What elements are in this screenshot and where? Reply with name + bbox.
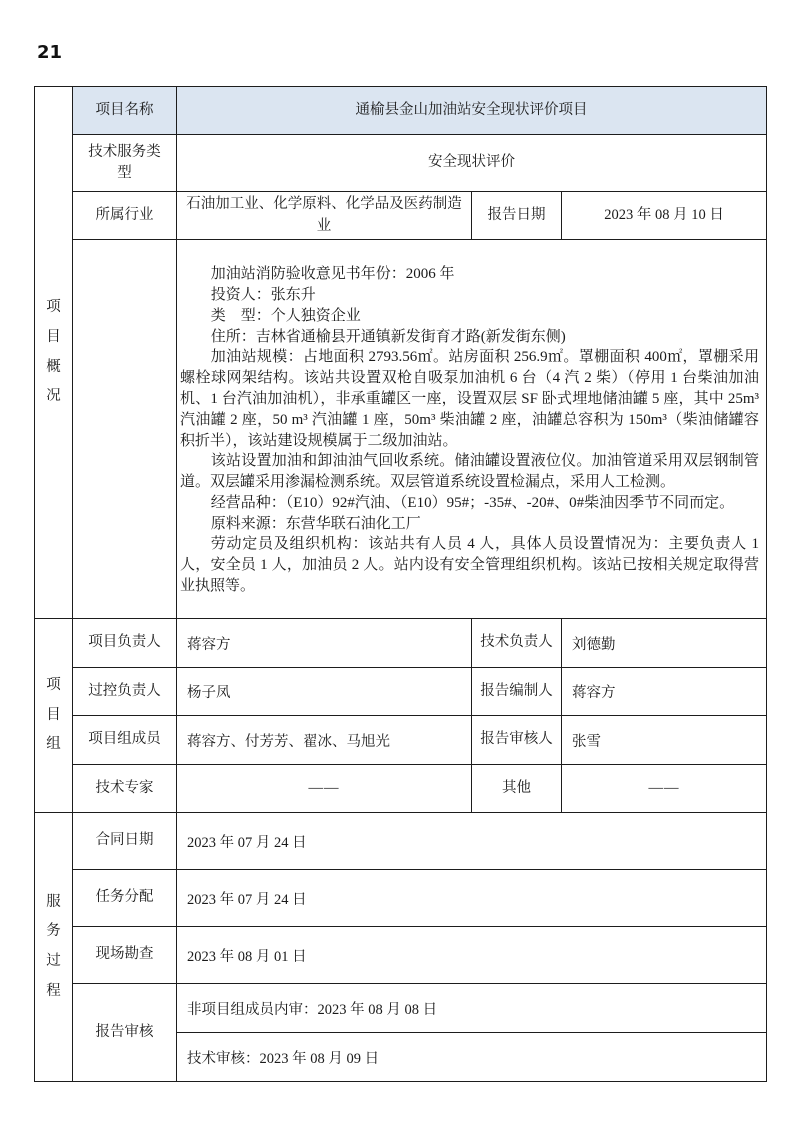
process-stage-label: 合同日期: [73, 813, 177, 870]
table-row: [35, 668, 767, 716]
process-stage-label: 任务分配: [73, 870, 177, 927]
table-row: [35, 87, 767, 135]
team-member-value: 刘德勤: [562, 619, 767, 668]
review-stage-label: 报告审核: [73, 984, 177, 1082]
table-row: [35, 240, 767, 619]
table-row: [35, 984, 767, 1082]
team-member-value: ——: [177, 765, 472, 813]
overview-label-spacer: [73, 240, 177, 619]
table-row: [35, 927, 767, 984]
process-date-value: 2023 年 07 月 24 日: [177, 813, 767, 870]
table-row: [35, 192, 767, 240]
table-row: [35, 619, 767, 668]
team-member-value: 蒋容方: [177, 619, 472, 668]
team-role-label: 其他: [472, 765, 562, 813]
team-member-value: 蒋容方、付芳芳、翟冰、马旭光: [177, 716, 472, 765]
team-role-label: 项目组成员: [73, 716, 177, 765]
review-technical-audit: 技术审核：2023 年 08 月 09 日: [187, 1050, 380, 1067]
team-role-label: 项目负责人: [73, 619, 177, 668]
table-row: [35, 716, 767, 765]
process-stage-label: 现场勘查: [73, 927, 177, 984]
team-member-value: 杨子凤: [177, 668, 472, 716]
project-info-table: [34, 86, 767, 1082]
page-number: 21: [37, 42, 63, 63]
team-member-value: ——: [562, 765, 767, 813]
table-row: [35, 870, 767, 927]
overview-paragraph: 投资人：张东升: [210, 286, 316, 303]
project-name-value: 通榆县金山加油站安全现状评价项目: [177, 87, 767, 135]
team-role-label: 过控负责人: [73, 668, 177, 716]
industry-value: 石油加工业、化学原料、化学品及医药制造业: [177, 192, 472, 240]
project-name-label: 项目名称: [73, 87, 177, 135]
team-member-value: 张雪: [562, 716, 767, 765]
overview-paragraph: 劳动定员及组织机构：该站共有人员 4 人，具体人员设置情况为：主要负责人 1 人，安全员 1 人，加油员 2 人。站内设有安全管理组织机构。该站已按相关规定取得营业执照等。: [180, 536, 760, 595]
report-date-label: 报告日期: [472, 192, 562, 240]
table-row: [35, 765, 767, 813]
review-internal-audit: 非项目组成员内审：2023 年 08 月 08 日: [177, 984, 766, 1033]
industry-label: 所属行业: [73, 192, 177, 240]
team-role-label: 技术专家: [73, 765, 177, 813]
overview-paragraph: 经营品种：（E10）92#汽油、（E10）95#；-35#、-20#、0#柴油因季节不同而定。: [210, 494, 735, 511]
report-date-value: 2023 年 08 月 10 日: [562, 192, 767, 240]
process-date-value: 2023 年 07 月 24 日: [177, 870, 767, 927]
overview-paragraph: 住所：吉林省通榆县开通镇新发街育才路(新发街东侧): [210, 328, 566, 345]
process-section-cell: [35, 813, 73, 1082]
team-role-label: 报告编制人: [472, 668, 562, 716]
overview-section-cell: [35, 87, 73, 619]
service-type-label: 技术服务类型: [73, 135, 177, 192]
process-section-label: 服务过程: [46, 893, 61, 999]
team-section-label: 项目组: [46, 676, 61, 753]
service-type-value: 安全现状评价: [177, 135, 767, 192]
overview-paragraph: 类 型：个人独资企业: [210, 307, 361, 324]
process-date-value: 2023 年 08 月 01 日: [177, 927, 767, 984]
table-row: [35, 135, 767, 192]
review-content: [177, 984, 767, 1082]
team-role-label: 技术负责人: [472, 619, 562, 668]
team-role-label: 报告审核人: [472, 716, 562, 765]
overview-paragraph: 加油站消防验收意见书年份：2006 年: [210, 266, 455, 283]
overview-paragraph: 加油站规模：占地面积 2793.56㎡。站房面积 256.9㎡。罩棚面积 400㎡，罩棚采用螺栓球网架结构。该站共设置双枪自吸泵加油机 6 台（4 汽 2 柴）（停用 1 台柴油加油机、1 台汽油加油机），非承重罐区一座，设置双层 SF 卧式埋地储油罐 5 座，其中 25m³ 汽油罐 2 座，50 m³ 汽油罐 1 座，50m³ 柴油罐 2 座，油罐总容积为 150m³（柴油储罐容积折半），该站建设规模属于二级加油站。: [180, 349, 760, 449]
overview-paragraph: 该站设置加油和卸油油气回收系统。储油罐设置液位仪。加油管道采用双层钢制管道。双层罐采用渗漏检测系统。双层管道系统设置检漏点，采用人工检测。: [180, 453, 760, 491]
table-row: [35, 813, 767, 870]
team-section-cell: [35, 619, 73, 813]
overview-content: [177, 240, 767, 619]
overview-section-label: 项目概况: [46, 299, 61, 405]
overview-paragraph: 原料来源：东营华联石油化工厂: [210, 515, 421, 532]
team-member-value: 蒋容方: [562, 668, 767, 716]
